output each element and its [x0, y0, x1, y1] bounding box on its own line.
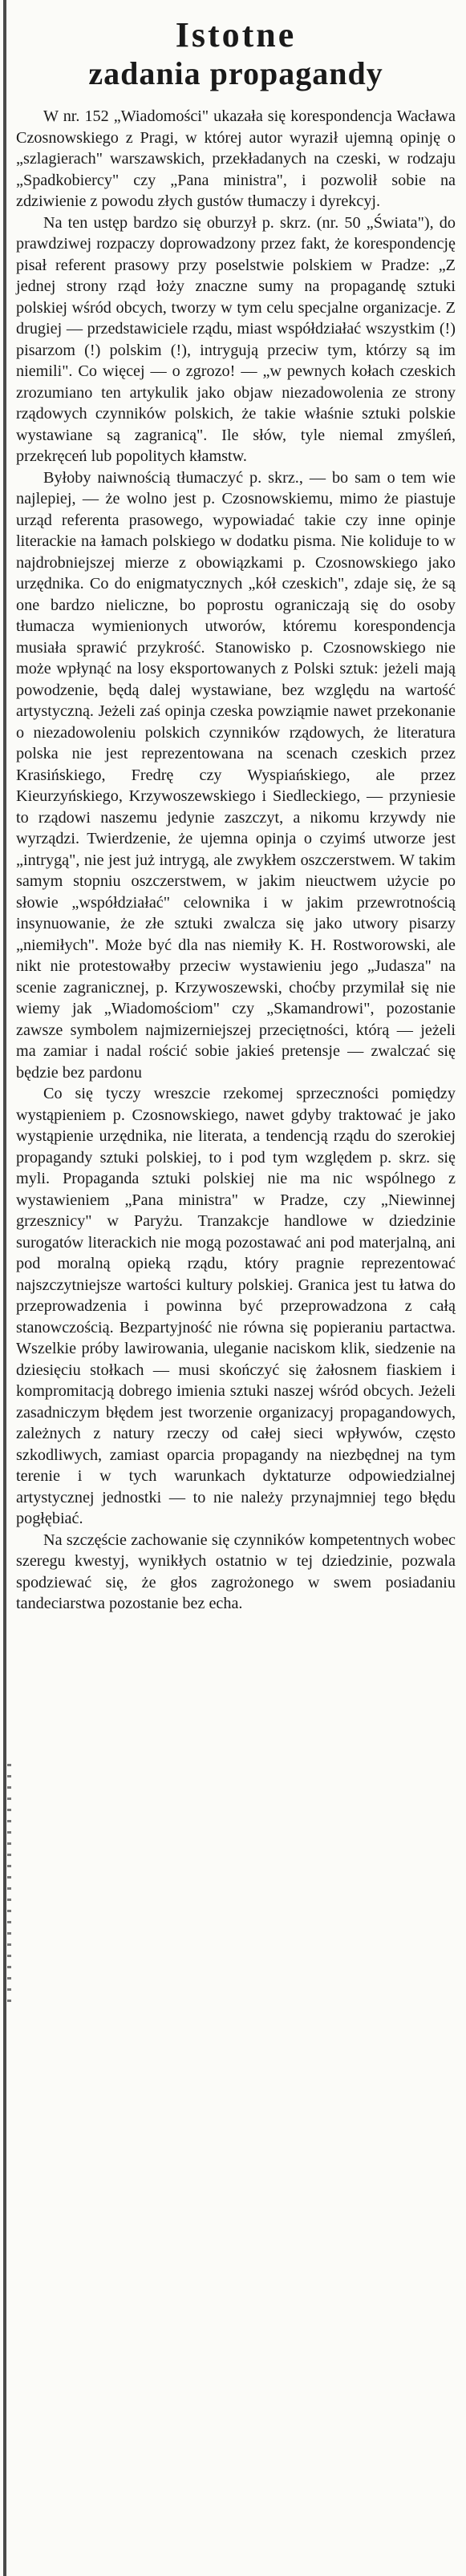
headline-line-1: Istotne: [175, 15, 297, 55]
headline-line-2: zadania propagandy: [88, 55, 383, 91]
column-rule: [3, 0, 6, 2576]
paragraph-1: W nr. 152 „Wiadomości" ukazała się korespondencja Wacława Czosnowskiego z Pragi, w której autor wyraził ujemną opinję o „szlagierach" warszawskich, przekładanych na czeski, w rodzaju „Spadkobiercy" czy „Pana ministra", i pozwolił sobie na zdziwienie z powodu złych gustów tłumaczy i dyrekcyj.: [16, 107, 456, 210]
article: [16, 15, 456, 1615]
paragraph-2: Na ten ustęp bardzo się oburzył p. skrz. (nr. 50 „Świata"), do prawdziwej rozpaczy doprowadzony przez fakt, że korespondencję pisał referent prasowy przy poselstwie polskiem w Pradze: „Z jednej strony rząd łoży znaczne sumy na propagandę sztuki polskiej wśród obcych, tworzy w tym celu specjalne organizacje. Z drugiej — przedstawiciele rządu, miast współdziałać wszystkim (!) pisarzom (!) polskim (!), intrygują przeciw tym, którzy są im niemili". Co więcej — o zgrozo! — „w pewnych kołach czeskich zrozumiano ten artykulik jako objaw niezadowolenia ze strony rządowych czynników polskich, że takie właśnie sztuki polskie wystawiane są zagranicą". Ile słów, tyle niemal zmyśleń, przekręceń lub popolitych kłamstw.: [16, 213, 456, 465]
paragraph-3: Byłoby naiwnością tłumaczyć p. skrz., — bo sam o tem wie najlepiej, — że wolno jest p. Czosnowskiemu, mimo że piastuje urząd referenta prasowego, wypowiadać takie czy inne opinje literackie na łamach polskiego w dodatku pisma. Nie koliduje to w najdrobniejszej mierze z obowiązkami p. Czosnowskiego jako urzędnika. Co do enigmatycznych „kół czeskich", zdaje się, że są one bardzo nieliczne, bo poprostu ograniczają się do osoby tłumacza wymienionych utworów, któremu korespondencja musiała sprawić przykrość. Stanowisko p. Czosnowskiego nie może wpłynąć na losy eksportowanych z Polski sztuk: jeżeli mają powodzenie, będą dalej wystawiane, bez względu na wartość artystyczną. Jeżeli zaś opinja czeska powziąmie nawet przekonanie o niezadowoleniu polskich czynników rządowych, że literatura polska nie jest reprezentowana na scenach czeskich przez Krasińskiego, Fredrę czy Wyspiańskiego, ale przez Kieurzyńskiego, Krzywoszewskiego i Siedleckiego, — przyniesie to rządowi naszemu jedynie zaszczyt, a nikomu krzywdy nie wyrządzi. Twierdzenie, że ujemna opinja o czyimś utworze jest „intrygą", nie jest już intrygą, ale zwykłem oszczerstwem. W takim samym stopniu oszczerstwem, w jakim nieuctwem użycie po słowie „współdziałać" celownika i w jakim przewrotnością insynuowanie, że złe sztuki zwalcza się jako utwory pisarzy „niemiłych". Może być dla nas niemiły K. H. Rostworowski, ale nikt nie protestowałby przeciw wystawieniu jego „Judasza" na scenie zagranicznej, p. Krzywoszewski, choćby przymilał się nie wiemy jak „Wiadomościom" czy „Skamandrowi", pozostanie zawsze symbolem najmizerniejszej przeciętności, którą — jeżeli ma zamiar i nadal rościć sobie jakieś pretensje — zwalczać się będzie bez pardonu: [16, 468, 456, 1082]
headline: [16, 15, 456, 91]
paragraph-5: Na szczęście zachowanie się czynników kompetentnych wobec szeregu kwestyj, wynikłych ostatnio w tej dziedzinie, pozwala spodziewać się, że głos zagrożonego w swem posiadaniu tandeciarstwa pozostanie bez echa.: [16, 1531, 456, 1612]
article-body: [16, 106, 456, 1615]
margin-marks: [7, 1764, 11, 2004]
paragraph-4: Co się tyczy wreszcie rzekomej sprzeczności pomiędzy wystąpieniem p. Czosnowskiego, nawet gdyby traktować je jako wystąpienie urzędnika, nie literata, a tendencją rządu do szerokiej propagandy sztuki polskiej, to i pod tym względem p. skrz. się myli. Propaganda sztuki polskiej nie ma nic wspólnego z wystawieniem „Pana ministra" w Pradze, czy „Niewinnej grzesznicy" w Paryżu. Tranzakcje handlowe w dziedzinie surogatów literackich nie mogą pozostawać ani pod materjalną, ani pod moralną opieką rządu, który pragnie reprezentować najszczytniejsze wartości kultury polskiej. Granica jest tu łatwa do przeprowadzenia i powinna być przeprowadzona z całą stanowczością. Bezpartyjność nie równa się popieraniu partactwa. Wszelkie próby lawirowania, uleganie naciskom klik, siedzenie na dziesięciu stołkach — musi skończyć się żałosnem fiaskiem i kompromitacją dobrego imienia sztuki naszej wśród obcych. Jeżeli zasadniczym błędem jest tworzenie organizacyj propagandowych, zależnych z natury rzeczy od całej sieci wpływów, często szkodliwych, zamiast oparcia propagandy na niezbędnej na tym terenie i w tych warunkach dyktaturze odpowiedzialnej artystycznej jednostki — to nie należy przynajmniej tego błędu pogłębiać.: [16, 1085, 456, 1527]
